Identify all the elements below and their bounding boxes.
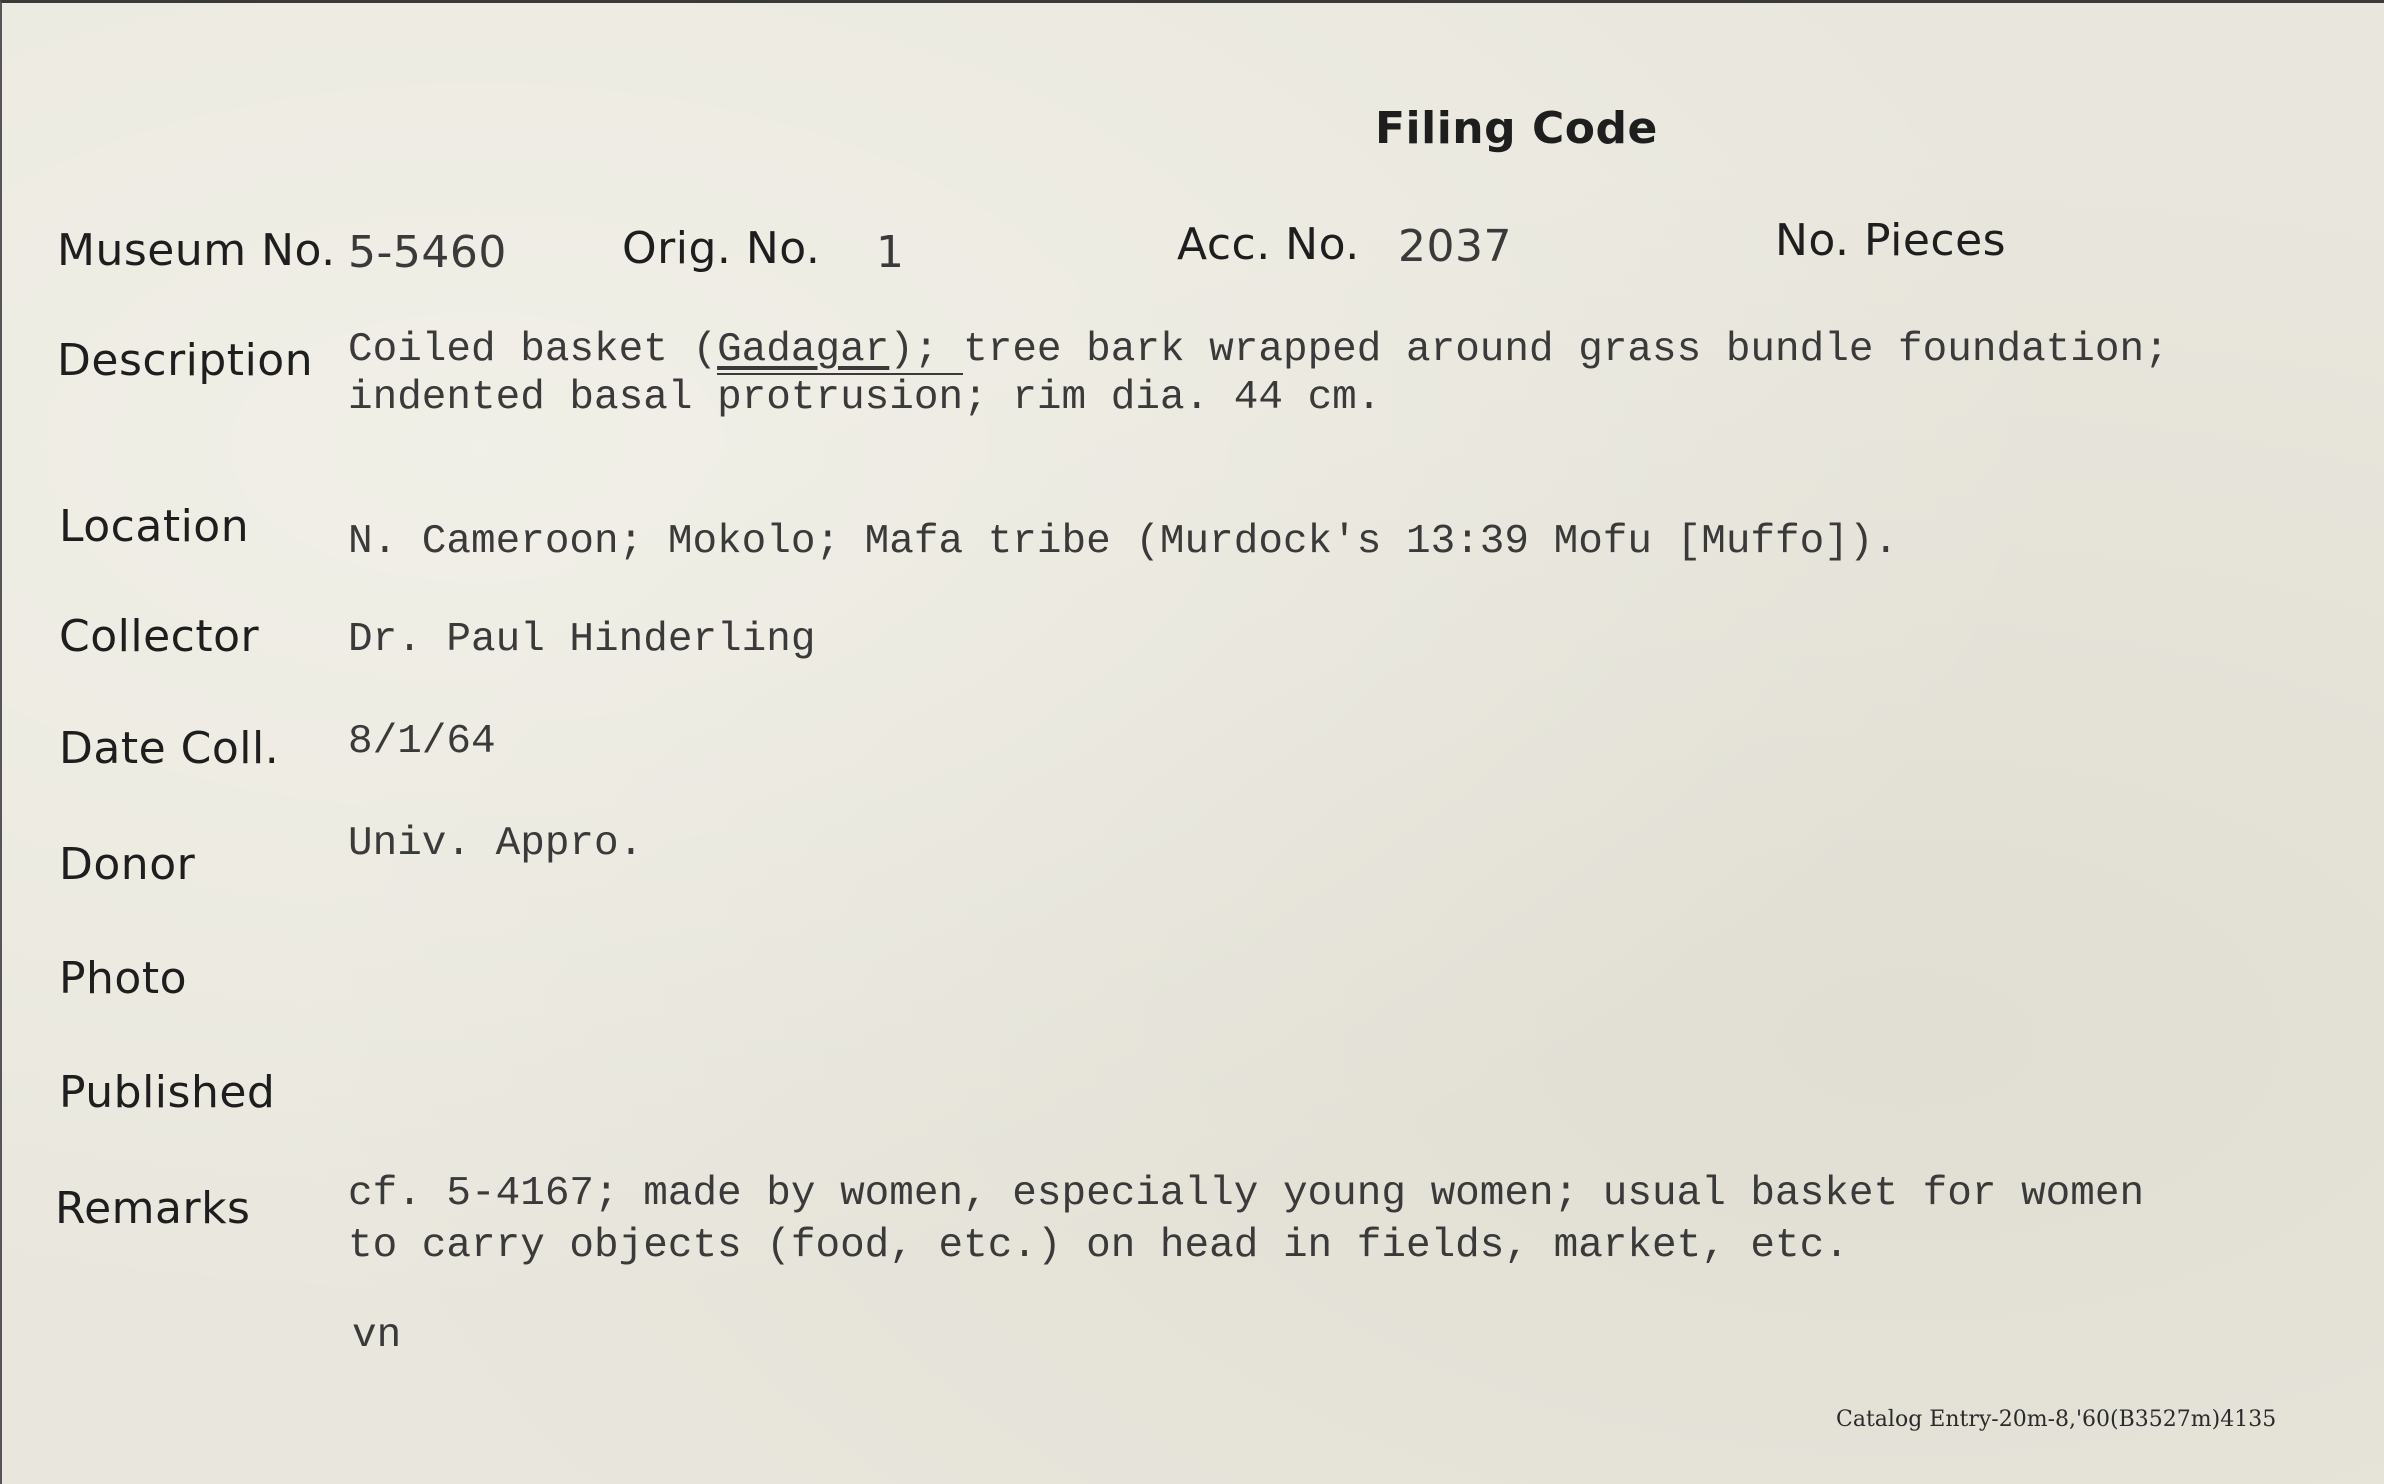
acc-no-value: 2037	[1398, 221, 1512, 272]
description-line-2-pre: indented basal	[348, 375, 718, 421]
description-name-underlined: Gadagar	[717, 327, 890, 373]
remarks-line-2: to carry objects (food, etc.) on head in fields, market, etc.	[348, 1223, 1849, 1269]
collector-value: Dr. Paul Hinderling	[348, 617, 816, 663]
date-coll-value: 8/1/64	[348, 719, 496, 765]
remarks-line-1: cf. 5-4167; made by women, especially young women; usual basket for women	[348, 1171, 2145, 1217]
description-line-1-pre: Coiled basket (	[348, 327, 718, 373]
photo-label: Photo	[59, 953, 188, 1004]
filing-code-label: Filing Code	[1375, 103, 1658, 154]
orig-no-label: Orig. No.	[622, 223, 821, 274]
museum-no-value: 5-5460	[348, 227, 507, 278]
description-line-1	[348, 325, 2169, 375]
no-pieces-label: No. Pieces	[1775, 215, 2007, 266]
museum-no-label: Museum No.	[57, 225, 336, 276]
description-label: Description	[57, 335, 314, 386]
description-line-2	[348, 373, 1381, 423]
orig-no-value: 1	[876, 227, 905, 278]
date-coll-label: Date Coll.	[59, 723, 280, 774]
donor-value: Univ. Appro.	[348, 821, 644, 867]
collector-label: Collector	[59, 611, 260, 662]
remarks-label: Remarks	[55, 1183, 251, 1234]
initials: vn	[352, 1313, 402, 1359]
acc-no-label: Acc. No.	[1177, 219, 1360, 270]
description-line-1-post: ); tree bark wrapped around grass bundle foundation;	[889, 327, 2169, 373]
location-label: Location	[59, 501, 250, 552]
description-marked-word: protrusion	[717, 375, 964, 421]
donor-label: Donor	[59, 839, 196, 890]
description-line-2-post: ; rim dia. 44 cm.	[963, 375, 1382, 421]
catalog-entry-footer: Catalog Entry-20m-8,'60(B3527m)4135	[1836, 1407, 2277, 1432]
published-label: Published	[59, 1067, 276, 1118]
location-value: N. Cameroon; Mokolo; Mafa tribe (Murdock's 13:39 Mofu [Muffo]).	[348, 519, 1899, 565]
